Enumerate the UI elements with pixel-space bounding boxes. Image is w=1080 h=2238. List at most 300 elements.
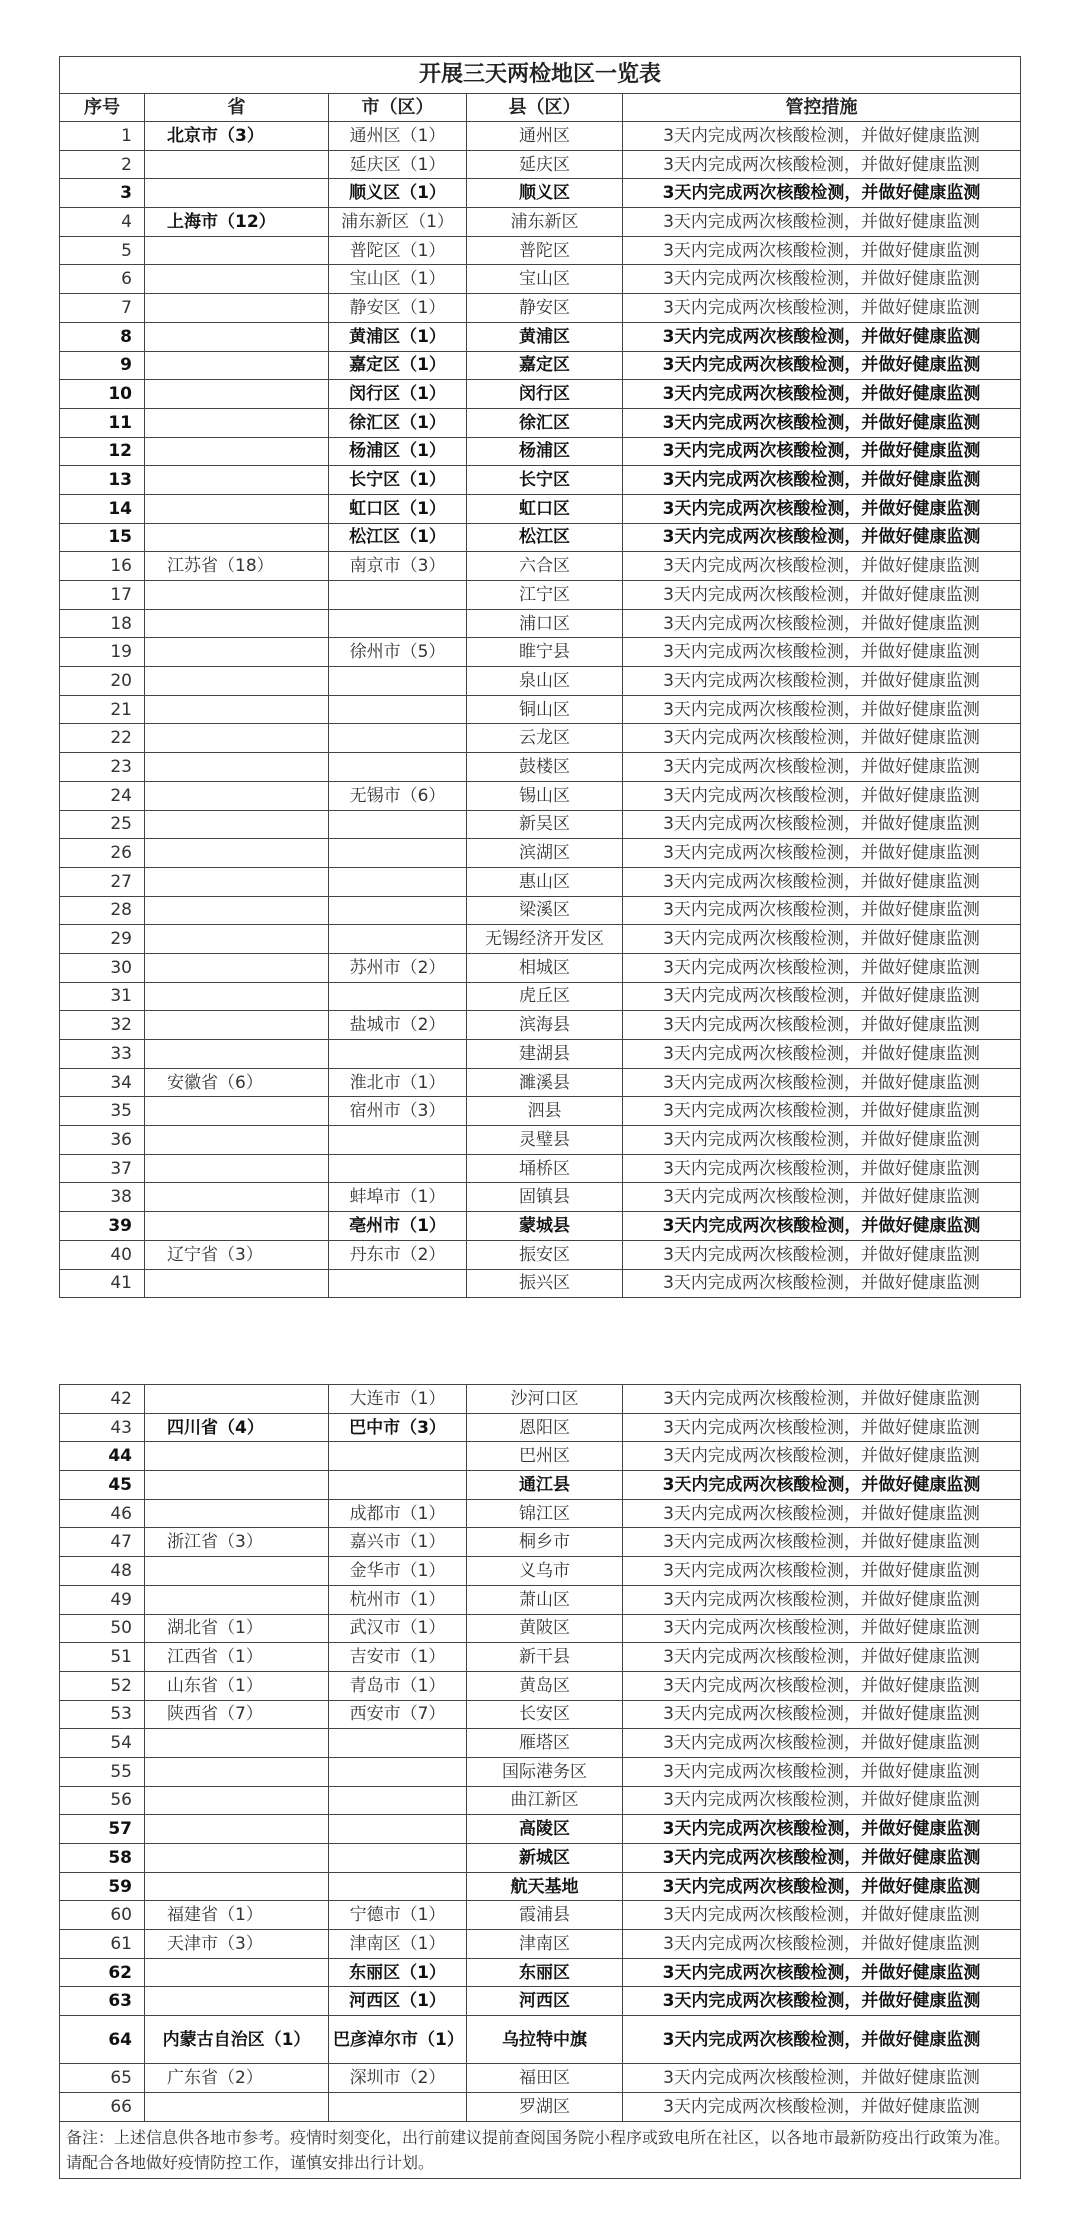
table-row [60,294,1021,323]
row-province [145,1269,329,1298]
row-measures: 3天内完成两次核酸检测，并做好健康监测 [623,1671,1021,1700]
row-index: 52 [60,1671,145,1700]
row-province: 陕西省（7） [145,1700,329,1729]
row-measures: 3天内完成两次核酸检测，并做好健康监测 [623,839,1021,868]
row-measures: 3天内完成两次核酸检测，并做好健康监测 [623,753,1021,782]
row-measures: 3天内完成两次核酸检测，并做好健康监测 [623,1729,1021,1758]
row-city [329,1757,467,1786]
row-city: 西安市（7） [329,1700,467,1729]
row-city: 青岛市（1） [329,1671,467,1700]
row-county: 惠山区 [467,867,623,896]
row-city [329,1786,467,1815]
row-city: 苏州市（2） [329,953,467,982]
row-city: 武汉市（1） [329,1614,467,1643]
table-row [60,2064,1021,2093]
row-measures: 3天内完成两次核酸检测，并做好健康监测 [623,810,1021,839]
row-index: 8 [60,322,145,351]
table-row [60,781,1021,810]
row-index: 47 [60,1528,145,1557]
row-county: 杨浦区 [467,437,623,466]
row-county: 建湖县 [467,1040,623,1069]
table-row [60,437,1021,466]
row-index: 33 [60,1040,145,1069]
row-index: 55 [60,1757,145,1786]
row-county: 闵行区 [467,380,623,409]
row-county: 长安区 [467,1700,623,1729]
row-measures: 3天内完成两次核酸检测，并做好健康监测 [623,1040,1021,1069]
row-province: 天津市（3） [145,1930,329,1959]
row-index: 24 [60,781,145,810]
row-measures: 3天内完成两次核酸检测，并做好健康监测 [623,179,1021,208]
row-index: 16 [60,552,145,581]
row-city: 盐城市（2） [329,1011,467,1040]
row-measures: 3天内完成两次核酸检测，并做好健康监测 [623,1528,1021,1557]
row-county: 福田区 [467,2064,623,2093]
table-row [60,1729,1021,1758]
row-province: 辽宁省（3） [145,1240,329,1269]
footnote: 备注：上述信息供各地市参考。疫情时刻变化，出行前建议提前查阅国务院小程序或致电所在社区，以各地市最新防疫出行政策为准。请配合各地做好疫情防控工作，谨慎安排出行计划。 [60,2121,1021,2178]
row-province [145,638,329,667]
row-city [329,1040,467,1069]
table-row [60,523,1021,552]
row-county: 江宁区 [467,581,623,610]
row-city [329,724,467,753]
row-city [329,839,467,868]
row-measures: 3天内完成两次核酸检测，并做好健康监测 [623,1154,1021,1183]
table-row [60,1844,1021,1873]
row-measures: 3天内完成两次核酸检测，并做好健康监测 [623,380,1021,409]
row-province: 江西省（1） [145,1643,329,1672]
row-province [145,1987,329,2016]
row-measures: 3天内完成两次核酸检测，并做好健康监测 [623,1442,1021,1471]
row-city [329,896,467,925]
table-row [60,322,1021,351]
row-index: 2 [60,150,145,179]
row-index: 29 [60,925,145,954]
row-index: 50 [60,1614,145,1643]
table-row [60,236,1021,265]
table-row [60,1240,1021,1269]
row-county: 黄浦区 [467,322,623,351]
row-city: 津南区（1） [329,1930,467,1959]
row-measures: 3天内完成两次核酸检测，并做好健康监测 [623,1987,1021,2016]
row-county: 泉山区 [467,667,623,696]
row-county: 浦口区 [467,609,623,638]
row-measures: 3天内完成两次核酸检测，并做好健康监测 [623,236,1021,265]
row-county: 曲江新区 [467,1786,623,1815]
table-row [60,1700,1021,1729]
row-county: 桐乡市 [467,1528,623,1557]
table-row [60,982,1021,1011]
table-row [60,1212,1021,1241]
table-row [60,1958,1021,1987]
row-county: 埇桥区 [467,1154,623,1183]
row-measures: 3天内完成两次核酸检测，并做好健康监测 [623,1499,1021,1528]
row-measures: 3天内完成两次核酸检测，并做好健康监测 [623,1930,1021,1959]
row-county: 国际港务区 [467,1757,623,1786]
row-province [145,781,329,810]
row-city [329,867,467,896]
row-province [145,408,329,437]
row-city [329,581,467,610]
row-index: 56 [60,1786,145,1815]
row-province: 浙江省（3） [145,1528,329,1557]
row-measures: 3天内完成两次核酸检测，并做好健康监测 [623,982,1021,1011]
row-index: 43 [60,1413,145,1442]
table-row [60,1183,1021,1212]
row-county: 巴州区 [467,1442,623,1471]
row-measures: 3天内完成两次核酸检测，并做好健康监测 [623,552,1021,581]
row-city [329,667,467,696]
row-measures: 3天内完成两次核酸检测，并做好健康监测 [623,1958,1021,1987]
row-measures: 3天内完成两次核酸检测，并做好健康监测 [623,351,1021,380]
table-row [60,122,1021,151]
row-city [329,810,467,839]
row-county: 延庆区 [467,150,623,179]
row-measures: 3天内完成两次核酸检测，并做好健康监测 [623,408,1021,437]
row-index: 42 [60,1385,145,1414]
row-measures: 3天内完成两次核酸检测，并做好健康监测 [623,1872,1021,1901]
table-row [60,1786,1021,1815]
row-city: 静安区（1） [329,294,467,323]
row-city [329,1844,467,1873]
row-city: 浦东新区（1） [329,208,467,237]
row-measures: 3天内完成两次核酸检测，并做好健康监测 [623,208,1021,237]
row-city: 顺义区（1） [329,179,467,208]
table-row [60,638,1021,667]
row-county: 新城区 [467,1844,623,1873]
row-province [145,2092,329,2121]
row-county: 泗县 [467,1097,623,1126]
row-city: 无锡市（6） [329,781,467,810]
row-city [329,2092,467,2121]
table-row [60,1413,1021,1442]
table-row [60,2092,1021,2121]
table-title: 开展三天两检地区一览表 [60,57,1021,94]
row-index: 13 [60,466,145,495]
row-province [145,839,329,868]
row-county: 滨湖区 [467,839,623,868]
row-county: 徐汇区 [467,408,623,437]
row-province [145,1154,329,1183]
table-row [60,380,1021,409]
row-county: 锡山区 [467,781,623,810]
row-city: 徐汇区（1） [329,408,467,437]
row-province [145,351,329,380]
row-county: 津南区 [467,1930,623,1959]
table-row [60,208,1021,237]
table-row [60,179,1021,208]
row-index: 15 [60,523,145,552]
row-measures: 3天内完成两次核酸检测，并做好健康监测 [623,1585,1021,1614]
row-index: 19 [60,638,145,667]
row-measures: 3天内完成两次核酸检测，并做好健康监测 [623,1068,1021,1097]
table-row [60,1011,1021,1040]
row-county: 长宁区 [467,466,623,495]
row-index: 46 [60,1499,145,1528]
row-province [145,982,329,1011]
row-measures: 3天内完成两次核酸检测，并做好健康监测 [623,2064,1021,2093]
header-city: 市（区） [329,94,467,122]
row-county: 梁溪区 [467,896,623,925]
row-city [329,695,467,724]
row-province [145,1126,329,1155]
row-city: 深圳市（2） [329,2064,467,2093]
table-row [60,1757,1021,1786]
row-province [145,896,329,925]
row-county: 相城区 [467,953,623,982]
row-county: 睢宁县 [467,638,623,667]
row-index: 18 [60,609,145,638]
table-row [60,1097,1021,1126]
row-measures: 3天内完成两次核酸检测，并做好健康监测 [623,781,1021,810]
row-index: 34 [60,1068,145,1097]
row-index: 37 [60,1154,145,1183]
row-index: 45 [60,1471,145,1500]
row-province [145,380,329,409]
row-index: 60 [60,1901,145,1930]
row-city [329,1729,467,1758]
table-row [60,1269,1021,1298]
table-row [60,1872,1021,1901]
row-province: 山东省（1） [145,1671,329,1700]
row-county: 东丽区 [467,1958,623,1987]
row-county: 黄岛区 [467,1671,623,1700]
table-row [60,1671,1021,1700]
table-row [60,1987,1021,2016]
table-row [60,1442,1021,1471]
row-index: 66 [60,2092,145,2121]
row-city: 松江区（1） [329,523,467,552]
row-measures: 3天内完成两次核酸检测，并做好健康监测 [623,437,1021,466]
row-index: 17 [60,581,145,610]
row-county: 濉溪县 [467,1068,623,1097]
row-measures: 3天内完成两次核酸检测，并做好健康监测 [623,322,1021,351]
row-province [145,1585,329,1614]
row-province [145,581,329,610]
table-row [60,839,1021,868]
row-city: 杭州市（1） [329,1585,467,1614]
row-city: 嘉定区（1） [329,351,467,380]
row-index: 51 [60,1643,145,1672]
row-province [145,294,329,323]
row-index: 62 [60,1958,145,1987]
row-county: 虹口区 [467,494,623,523]
table-row [60,925,1021,954]
row-city: 嘉兴市（1） [329,1528,467,1557]
row-measures: 3天内完成两次核酸检测，并做好健康监测 [623,867,1021,896]
row-province [145,1958,329,1987]
row-city: 淮北市（1） [329,1068,467,1097]
row-county: 霞浦县 [467,1901,623,1930]
table-row [60,609,1021,638]
table-row [60,1126,1021,1155]
row-county: 灵璧县 [467,1126,623,1155]
header-measures: 管控措施 [623,94,1021,122]
row-province [145,753,329,782]
row-county: 雁塔区 [467,1729,623,1758]
row-measures: 3天内完成两次核酸检测，并做好健康监测 [623,1413,1021,1442]
row-county: 新干县 [467,1643,623,1672]
row-index: 20 [60,667,145,696]
row-index: 22 [60,724,145,753]
row-county: 河西区 [467,1987,623,2016]
row-city [329,1154,467,1183]
row-index: 6 [60,265,145,294]
row-city: 东丽区（1） [329,1958,467,1987]
row-index: 10 [60,380,145,409]
table-row [60,494,1021,523]
row-index: 64 [60,2016,145,2064]
row-county: 沙河口区 [467,1385,623,1414]
table-row [60,953,1021,982]
table-row [60,1901,1021,1930]
row-province [145,494,329,523]
row-measures: 3天内完成两次核酸检测，并做好健康监测 [623,896,1021,925]
table-row [60,1930,1021,1959]
row-province [145,953,329,982]
row-province [145,179,329,208]
table-row [60,2016,1021,2064]
row-measures: 3天内完成两次核酸检测，并做好健康监测 [623,1240,1021,1269]
row-index: 32 [60,1011,145,1040]
row-province [145,724,329,753]
table-row [60,667,1021,696]
row-index: 5 [60,236,145,265]
table-row [60,810,1021,839]
row-index: 54 [60,1729,145,1758]
row-index: 23 [60,753,145,782]
row-province [145,810,329,839]
row-province [145,1815,329,1844]
row-index: 21 [60,695,145,724]
row-index: 58 [60,1844,145,1873]
row-city: 宿州市（3） [329,1097,467,1126]
row-measures: 3天内完成两次核酸检测，并做好健康监测 [623,1700,1021,1729]
table-row [60,408,1021,437]
row-county: 松江区 [467,523,623,552]
row-city: 亳州市（1） [329,1212,467,1241]
row-measures: 3天内完成两次核酸检测，并做好健康监测 [623,1126,1021,1155]
row-index: 35 [60,1097,145,1126]
row-county: 锦江区 [467,1499,623,1528]
row-index: 57 [60,1815,145,1844]
table-row [60,552,1021,581]
table-row [60,1471,1021,1500]
row-county: 宝山区 [467,265,623,294]
row-county: 义乌市 [467,1557,623,1586]
table-row [60,466,1021,495]
row-index: 7 [60,294,145,323]
row-index: 4 [60,208,145,237]
row-city [329,1126,467,1155]
row-index: 41 [60,1269,145,1298]
table-row [60,1499,1021,1528]
row-index: 61 [60,1930,145,1959]
row-county: 新吴区 [467,810,623,839]
table-row [60,1068,1021,1097]
row-index: 27 [60,867,145,896]
row-measures: 3天内完成两次核酸检测，并做好健康监测 [623,2016,1021,2064]
row-city: 宝山区（1） [329,265,467,294]
row-index: 65 [60,2064,145,2093]
row-city [329,982,467,1011]
row-province [145,1212,329,1241]
row-county: 普陀区 [467,236,623,265]
row-measures: 3天内完成两次核酸检测，并做好健康监测 [623,1269,1021,1298]
row-index: 28 [60,896,145,925]
row-province [145,1097,329,1126]
row-province [145,609,329,638]
row-measures: 3天内完成两次核酸检测，并做好健康监测 [623,1557,1021,1586]
row-province [145,466,329,495]
row-city: 黄浦区（1） [329,322,467,351]
table-row [60,1643,1021,1672]
row-city: 杨浦区（1） [329,437,467,466]
row-county: 恩阳区 [467,1413,623,1442]
table-row [60,1557,1021,1586]
table-row [60,695,1021,724]
row-city: 通州区（1） [329,122,467,151]
row-county: 嘉定区 [467,351,623,380]
row-county: 无锡经济开发区 [467,925,623,954]
row-province [145,1040,329,1069]
row-province [145,322,329,351]
row-measures: 3天内完成两次核酸检测，并做好健康监测 [623,695,1021,724]
region-table-part-1 [59,56,1021,1298]
row-county: 云龙区 [467,724,623,753]
row-province [145,1757,329,1786]
row-index: 30 [60,953,145,982]
table-row [60,150,1021,179]
row-county: 六合区 [467,552,623,581]
row-city: 金华市（1） [329,1557,467,1586]
row-measures: 3天内完成两次核酸检测，并做好健康监测 [623,953,1021,982]
table-row [60,265,1021,294]
row-city: 巴彦淖尔市（1） [329,2016,467,2064]
row-province [145,1786,329,1815]
row-measures: 3天内完成两次核酸检测，并做好健康监测 [623,466,1021,495]
row-city: 长宁区（1） [329,466,467,495]
row-city: 巴中市（3） [329,1413,467,1442]
row-province: 内蒙古自治区（1） [145,2016,329,2064]
row-province [145,1844,329,1873]
table-row [60,753,1021,782]
table-row [60,1528,1021,1557]
row-province [145,150,329,179]
row-city [329,753,467,782]
row-county: 通州区 [467,122,623,151]
row-province [145,667,329,696]
row-city: 徐州市（5） [329,638,467,667]
table-row [60,351,1021,380]
row-city [329,1471,467,1500]
row-county: 通江县 [467,1471,623,1500]
row-province [145,695,329,724]
table-row [60,867,1021,896]
table-row [60,581,1021,610]
row-city: 成都市（1） [329,1499,467,1528]
row-city [329,1269,467,1298]
row-province [145,236,329,265]
row-measures: 3天内完成两次核酸检测，并做好健康监测 [623,1097,1021,1126]
row-city: 丹东市（2） [329,1240,467,1269]
row-county: 静安区 [467,294,623,323]
row-province [145,1385,329,1414]
row-county: 航天基地 [467,1872,623,1901]
region-table-part-2 [59,1384,1021,2179]
row-index: 1 [60,122,145,151]
